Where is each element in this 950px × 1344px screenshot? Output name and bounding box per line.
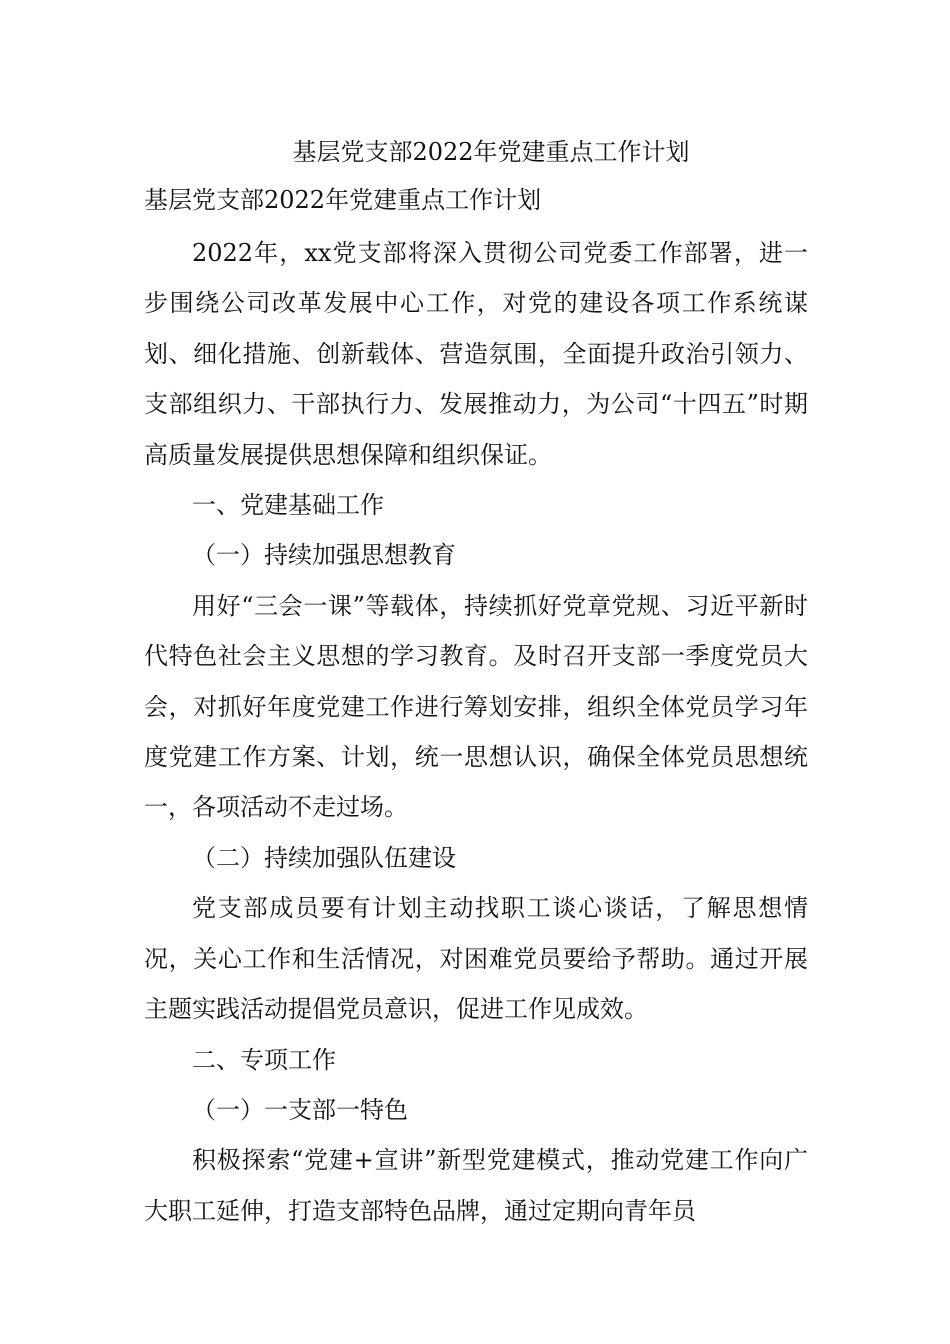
section-heading-basic-work: 一、党建基础工作 <box>192 491 384 520</box>
subsection-heading-ideological-education: （一）持续加强思想教育 <box>192 541 456 570</box>
intro-paragraph: 2022年，xx党支部将深入贯彻公司党委工作部署，进一步围绕公司改革发展中心工作，对党的建设各项工作系统谋划、细化措施、创新载体、营造氛围，全面提升政治引领力、支部组织力、干部执行力、发展推动力，为公司“十四五”时期高质量发展提供思想保障和组织保证。 <box>144 239 808 469</box>
document-subtitle: 基层党支部2022年党建重点工作计划 <box>144 186 542 214</box>
document-title: 基层党支部2022年党建重点工作计划 <box>292 138 690 166</box>
paragraph-team-building: 党支部成员要有计划主动找职工谈心谈话，了解思想情况，关心工作和生活情况，对困难党员要给予帮助。通过开展主题实践活动提倡党员意识，促进工作见成效。 <box>144 894 808 1024</box>
subsection-heading-branch-feature: （一）一支部一特色 <box>192 1095 408 1124</box>
section-heading-special-work: 二、专项工作 <box>192 1045 336 1074</box>
subsection-heading-team-building: （二）持续加强队伍建设 <box>192 843 456 872</box>
paragraph-branch-feature: 积极探索“党建+宣讲”新型党建模式，推动党建工作向广大职工延伸，打造支部特色品牌，通过定期向青年员 <box>144 1146 808 1225</box>
paragraph-ideological-education: 用好“三会一课”等载体，持续抓好党章党规、习近平新时代特色社会主义思想的学习教育。及时召开支部一季度党员大会，对抓好年度党建工作进行筹划安排，组织全体党员学习年度党建工作方案、计划，统一思想认识，确保全体党员思想统一，各项活动不走过场。 <box>144 591 808 822</box>
document-body <box>144 132 808 1236</box>
